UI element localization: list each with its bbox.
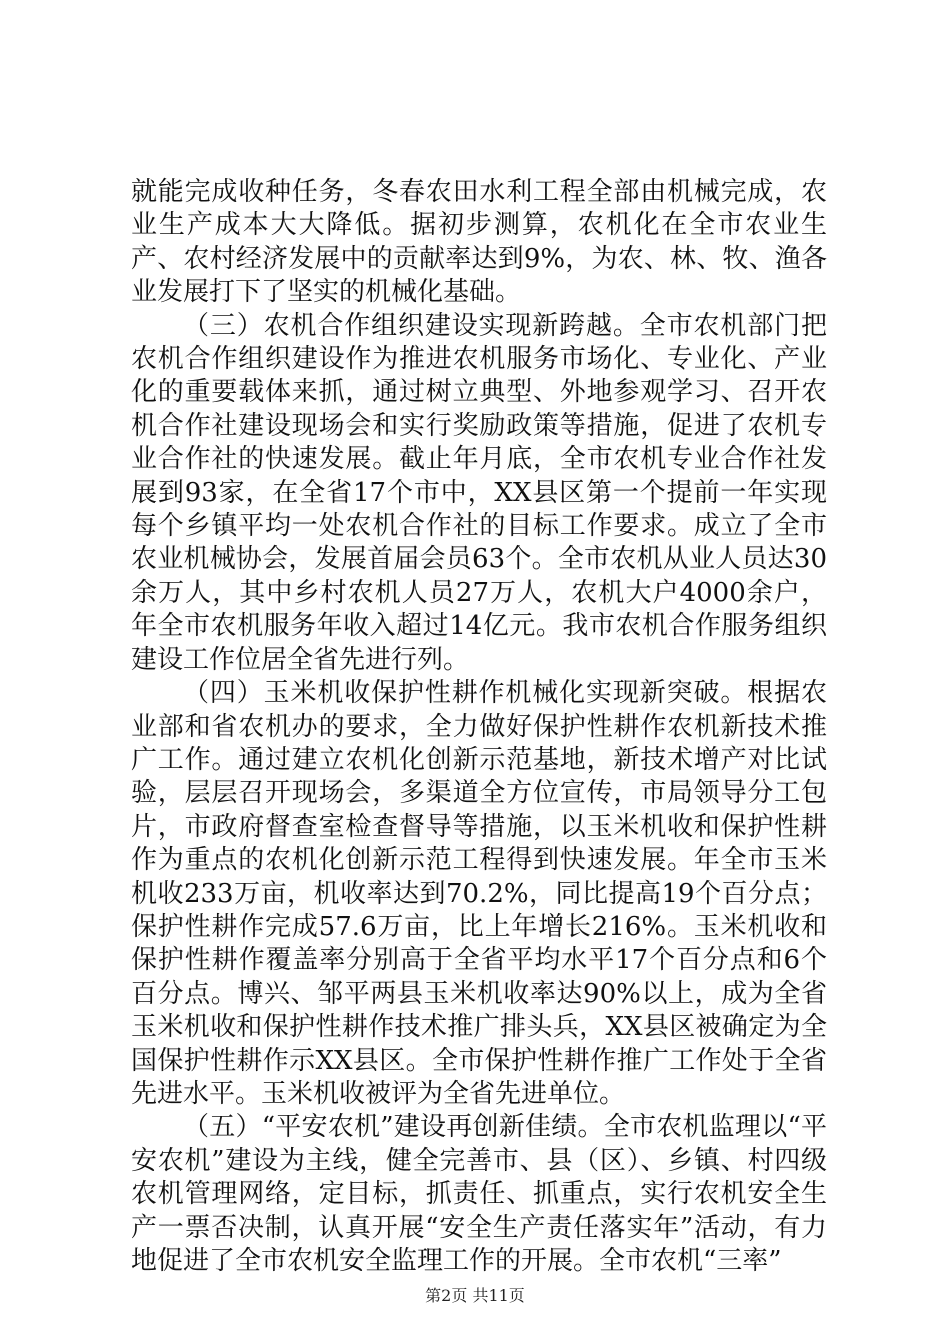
document-body	[131, 176, 827, 1278]
paragraph-section-4: （四）玉米机收保护性耕作机械化实现新突破。根据农业部和省农机办的要求，全力做好保护性耕作农机新技术推广工作。通过建立农机化创新示范基地，新技术增产对比试验，层层召开现场会，多渠道全方位宣传，市局领导分工包片，市政府督查室检查督导等措施，以玉米机收和保护性耕作为重点的农机化创新示范工程得到快速发展。年全市玉米机收233万亩，机收率达到70.2%，同比提高19个百分点；保护性耕作完成57.6万亩，比上年增长216%。玉米机收和保护性耕作覆盖率分别高于全省平均水平17个百分点和6个百分点。博兴、邹平两县玉米机收率达90%以上，成为全省玉米机收和保护性耕作技术推广排头兵，XX县区被确定为全国保护性耕作示XX县区。全市保护性耕作推广工作处于全省先进水平。玉米机收被评为全省先进单位。	[131, 678, 827, 1109]
paragraph-section-3: （三）农机合作组织建设实现新跨越。全市农机部门把农机合作组织建设作为推进农机服务市场化、专业化、产业化的重要载体来抓，通过树立典型、外地参观学习、召开农机合作社建设现场会和实行奖励政策等措施，促进了农机专业合作社的快速发展。截止年月底，全市农机专业合作社发展到93家，在全省17个市中，XX县区第一个提前一年实现每个乡镇平均一处农机合作社的目标工作要求。成立了全市农业机械协会，发展首届会员63个。全市农机从业人员达30余万人，其中乡村农机人员27万人，农机大户4000余户，年全市农机服务年收入超过14亿元。我市农机合作服务组织建设工作位居全省先进行列。	[131, 310, 827, 675]
paragraph-continuation: 就能完成收种任务，冬春农田水利工程全部由机械完成，农业生产成本大大降低。据初步测算，农机化在全市农业生产、农村经济发展中的贡献率达到9%，为农、林、牧、渔各业发展打下了坚实的机械化基础。	[131, 177, 827, 308]
page-number-footer: 第2页 共11页	[425, 1286, 525, 1305]
paragraph-section-5: （五）“平安农机”建设再创新佳绩。全市农机监理以“平安农机”建设为主线，健全完善市、县（区）、乡镇、村四级农机管理网络，定目标，抓责任、抓重点，实行农机安全生产一票否决制，认真开展“安全生产责任落实年”活动，有力地促进了全市农机安全监理工作的开展。全市农机“三率”	[131, 1112, 827, 1276]
